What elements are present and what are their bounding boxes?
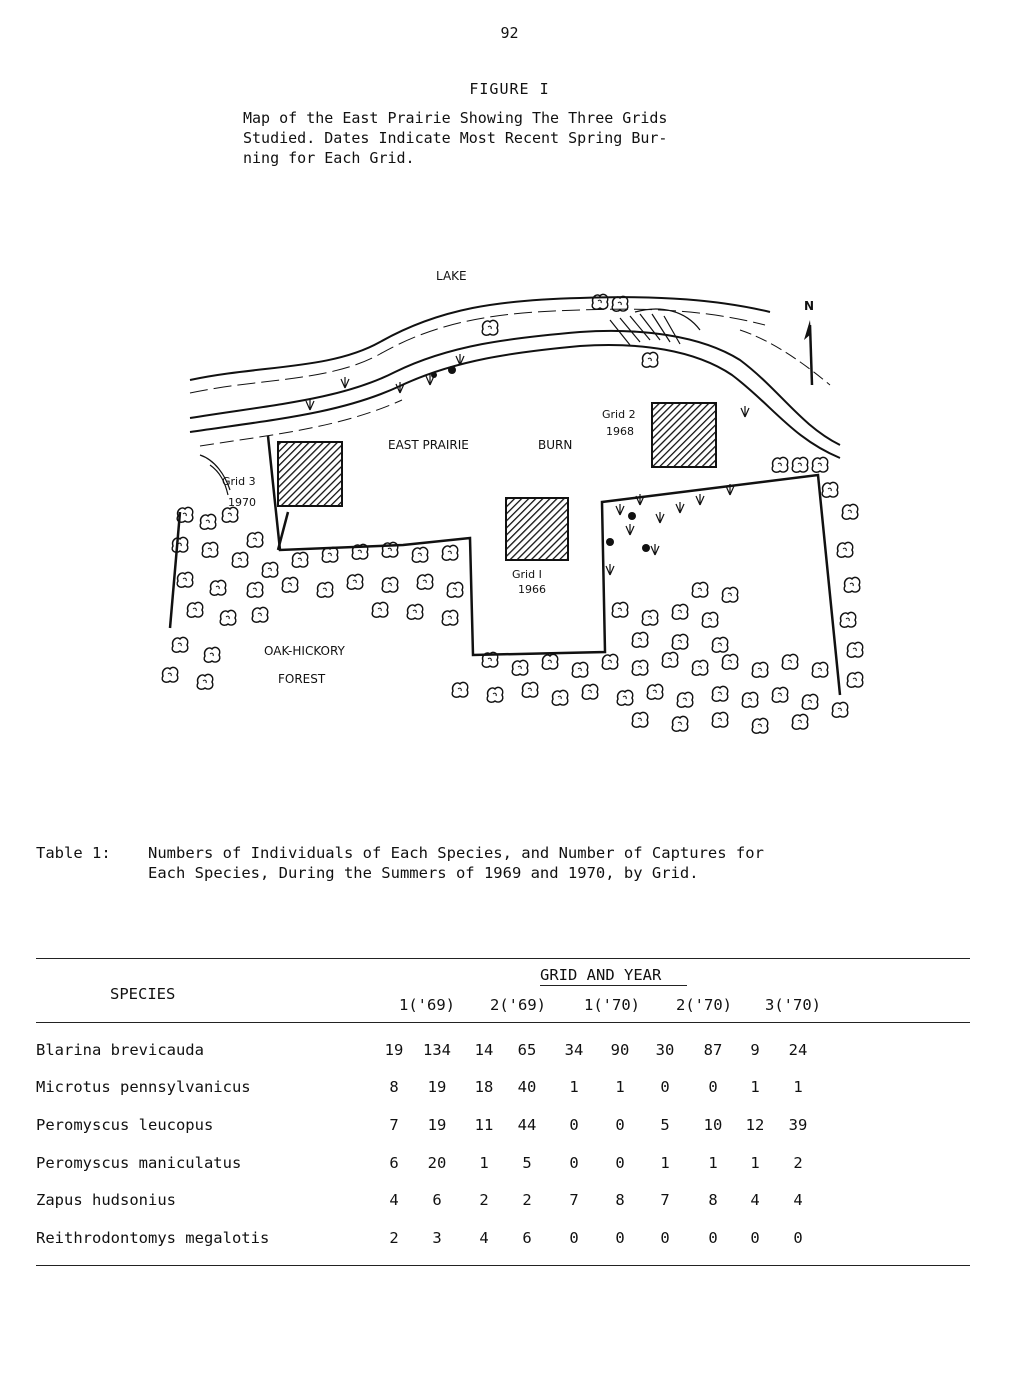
east-prairie-map bbox=[140, 250, 880, 740]
cell-value: 14 bbox=[474, 1041, 494, 1059]
grid-2-label: Grid 2 bbox=[602, 408, 636, 421]
cell-value: 1 bbox=[750, 1078, 760, 1096]
cell-value: 9 bbox=[750, 1041, 760, 1059]
figure-caption bbox=[243, 108, 803, 168]
table-bottom-rule bbox=[36, 1265, 970, 1266]
cell-value: 2 bbox=[389, 1229, 399, 1247]
species-name: Blarina brevicauda bbox=[36, 1041, 204, 1059]
grid-3-year: 1970 bbox=[228, 496, 256, 509]
cell-value: 1 bbox=[569, 1078, 579, 1096]
north-arrow bbox=[804, 299, 814, 385]
column-header: 3('70) bbox=[765, 996, 821, 1014]
cell-value: 1 bbox=[750, 1154, 760, 1172]
page-number: 92 bbox=[500, 24, 519, 42]
cell-value: 19 bbox=[427, 1078, 447, 1096]
cell-value: 0 bbox=[708, 1229, 718, 1247]
grid-3-square bbox=[278, 442, 342, 506]
cell-value: 12 bbox=[745, 1116, 765, 1134]
cell-value: 0 bbox=[615, 1154, 625, 1172]
cell-value: 90 bbox=[610, 1041, 630, 1059]
column-header: 2('69) bbox=[490, 996, 546, 1014]
cell-value: 5 bbox=[660, 1116, 670, 1134]
marsh-hatch bbox=[200, 309, 700, 495]
column-header: 1('70) bbox=[584, 996, 640, 1014]
cell-value: 4 bbox=[793, 1191, 803, 1209]
table-row bbox=[36, 1041, 970, 1063]
cell-value: 19 bbox=[427, 1116, 447, 1134]
cell-value: 0 bbox=[793, 1229, 803, 1247]
cell-value: 2 bbox=[522, 1191, 532, 1209]
burn-label: BURN bbox=[538, 438, 573, 452]
table-caption-line: Numbers of Individuals of Each Species, and Number of Captures for bbox=[148, 844, 764, 862]
cell-value: 39 bbox=[788, 1116, 808, 1134]
forest-label-line1: OAK-HICKORY bbox=[264, 644, 345, 658]
cell-value: 8 bbox=[708, 1191, 718, 1209]
cell-value: 0 bbox=[615, 1116, 625, 1134]
cell-value: 8 bbox=[615, 1191, 625, 1209]
cell-value: 7 bbox=[569, 1191, 579, 1209]
grid-year-header: GRID AND YEAR bbox=[540, 966, 662, 984]
grid-header-underline bbox=[540, 985, 687, 986]
species-name: Reithrodontomys megalotis bbox=[36, 1229, 270, 1247]
lake-shore bbox=[190, 297, 840, 458]
cell-value: 19 bbox=[384, 1041, 404, 1059]
table-row bbox=[36, 1078, 970, 1100]
cell-value: 0 bbox=[708, 1078, 718, 1096]
figure-title: FIGURE I bbox=[469, 80, 550, 98]
cell-value: 11 bbox=[474, 1116, 494, 1134]
cell-value: 24 bbox=[788, 1041, 808, 1059]
cell-value: 0 bbox=[660, 1229, 670, 1247]
cell-value: 4 bbox=[389, 1191, 399, 1209]
cell-value: 8 bbox=[389, 1078, 399, 1096]
species-name: Peromyscus maniculatus bbox=[36, 1154, 242, 1172]
cell-value: 5 bbox=[522, 1154, 532, 1172]
table-row bbox=[36, 1229, 970, 1251]
table-top-rule bbox=[36, 958, 970, 959]
cell-value: 0 bbox=[615, 1229, 625, 1247]
cell-value: 1 bbox=[660, 1154, 670, 1172]
cell-value: 1 bbox=[479, 1154, 489, 1172]
cell-value: 6 bbox=[522, 1229, 532, 1247]
cell-value: 40 bbox=[517, 1078, 537, 1096]
cell-value: 87 bbox=[703, 1041, 723, 1059]
cell-value: 7 bbox=[389, 1116, 399, 1134]
cell-value: 0 bbox=[750, 1229, 760, 1247]
grid-1-square bbox=[506, 498, 568, 560]
cell-value: 0 bbox=[569, 1229, 579, 1247]
cell-value: 134 bbox=[423, 1041, 451, 1059]
cell-value: 6 bbox=[432, 1191, 442, 1209]
cell-value: 44 bbox=[517, 1116, 537, 1134]
grid-2-square bbox=[652, 403, 716, 467]
cell-value: 0 bbox=[569, 1116, 579, 1134]
cell-value: 4 bbox=[750, 1191, 760, 1209]
north-label: N bbox=[804, 299, 815, 313]
cell-value: 7 bbox=[660, 1191, 670, 1209]
column-header: 1('69) bbox=[399, 996, 455, 1014]
cell-value: 0 bbox=[569, 1154, 579, 1172]
figure-caption-line: Map of the East Prairie Showing The Three Grids bbox=[243, 109, 668, 127]
table-row bbox=[36, 1191, 970, 1213]
figure-caption-line: Studied. Dates Indicate Most Recent Spring Bur- bbox=[243, 129, 668, 147]
species-name: Zapus hudsonius bbox=[36, 1191, 176, 1209]
lake-label: LAKE bbox=[436, 269, 467, 283]
species-name: Microtus pennsylvanicus bbox=[36, 1078, 251, 1096]
cell-value: 0 bbox=[660, 1078, 670, 1096]
table-header-rule bbox=[36, 1022, 970, 1023]
grid-2-year: 1968 bbox=[606, 425, 634, 438]
table-row bbox=[36, 1154, 970, 1176]
cell-value: 1 bbox=[708, 1154, 718, 1172]
cell-value: 3 bbox=[432, 1229, 442, 1247]
cell-value: 10 bbox=[703, 1116, 723, 1134]
cell-value: 65 bbox=[517, 1041, 537, 1059]
grid-1-label: Grid I bbox=[512, 568, 542, 581]
figure-caption-line: ning for Each Grid. bbox=[243, 149, 415, 167]
species-header: SPECIES bbox=[110, 985, 176, 1003]
species-name: Peromyscus leucopus bbox=[36, 1116, 214, 1134]
east-prairie-label: EAST PRAIRIE bbox=[388, 438, 469, 452]
cell-value: 4 bbox=[479, 1229, 489, 1247]
grid-3-label: Grid 3 bbox=[222, 475, 256, 488]
grid-1-year: 1966 bbox=[518, 583, 546, 596]
cell-value: 34 bbox=[564, 1041, 584, 1059]
cell-value: 1 bbox=[615, 1078, 625, 1096]
table-row bbox=[36, 1116, 970, 1138]
cell-value: 1 bbox=[793, 1078, 803, 1096]
forest-label-line2: FOREST bbox=[278, 672, 326, 686]
column-header: 2('70) bbox=[676, 996, 732, 1014]
cell-value: 30 bbox=[655, 1041, 675, 1059]
cell-value: 2 bbox=[479, 1191, 489, 1209]
table-caption-line: Each Species, During the Summers of 1969 and 1970, by Grid. bbox=[148, 864, 699, 882]
cell-value: 18 bbox=[474, 1078, 494, 1096]
table-label: Table 1: bbox=[36, 844, 111, 862]
table-caption bbox=[36, 843, 764, 883]
cell-value: 2 bbox=[793, 1154, 803, 1172]
cell-value: 6 bbox=[389, 1154, 399, 1172]
cell-value: 20 bbox=[427, 1154, 447, 1172]
